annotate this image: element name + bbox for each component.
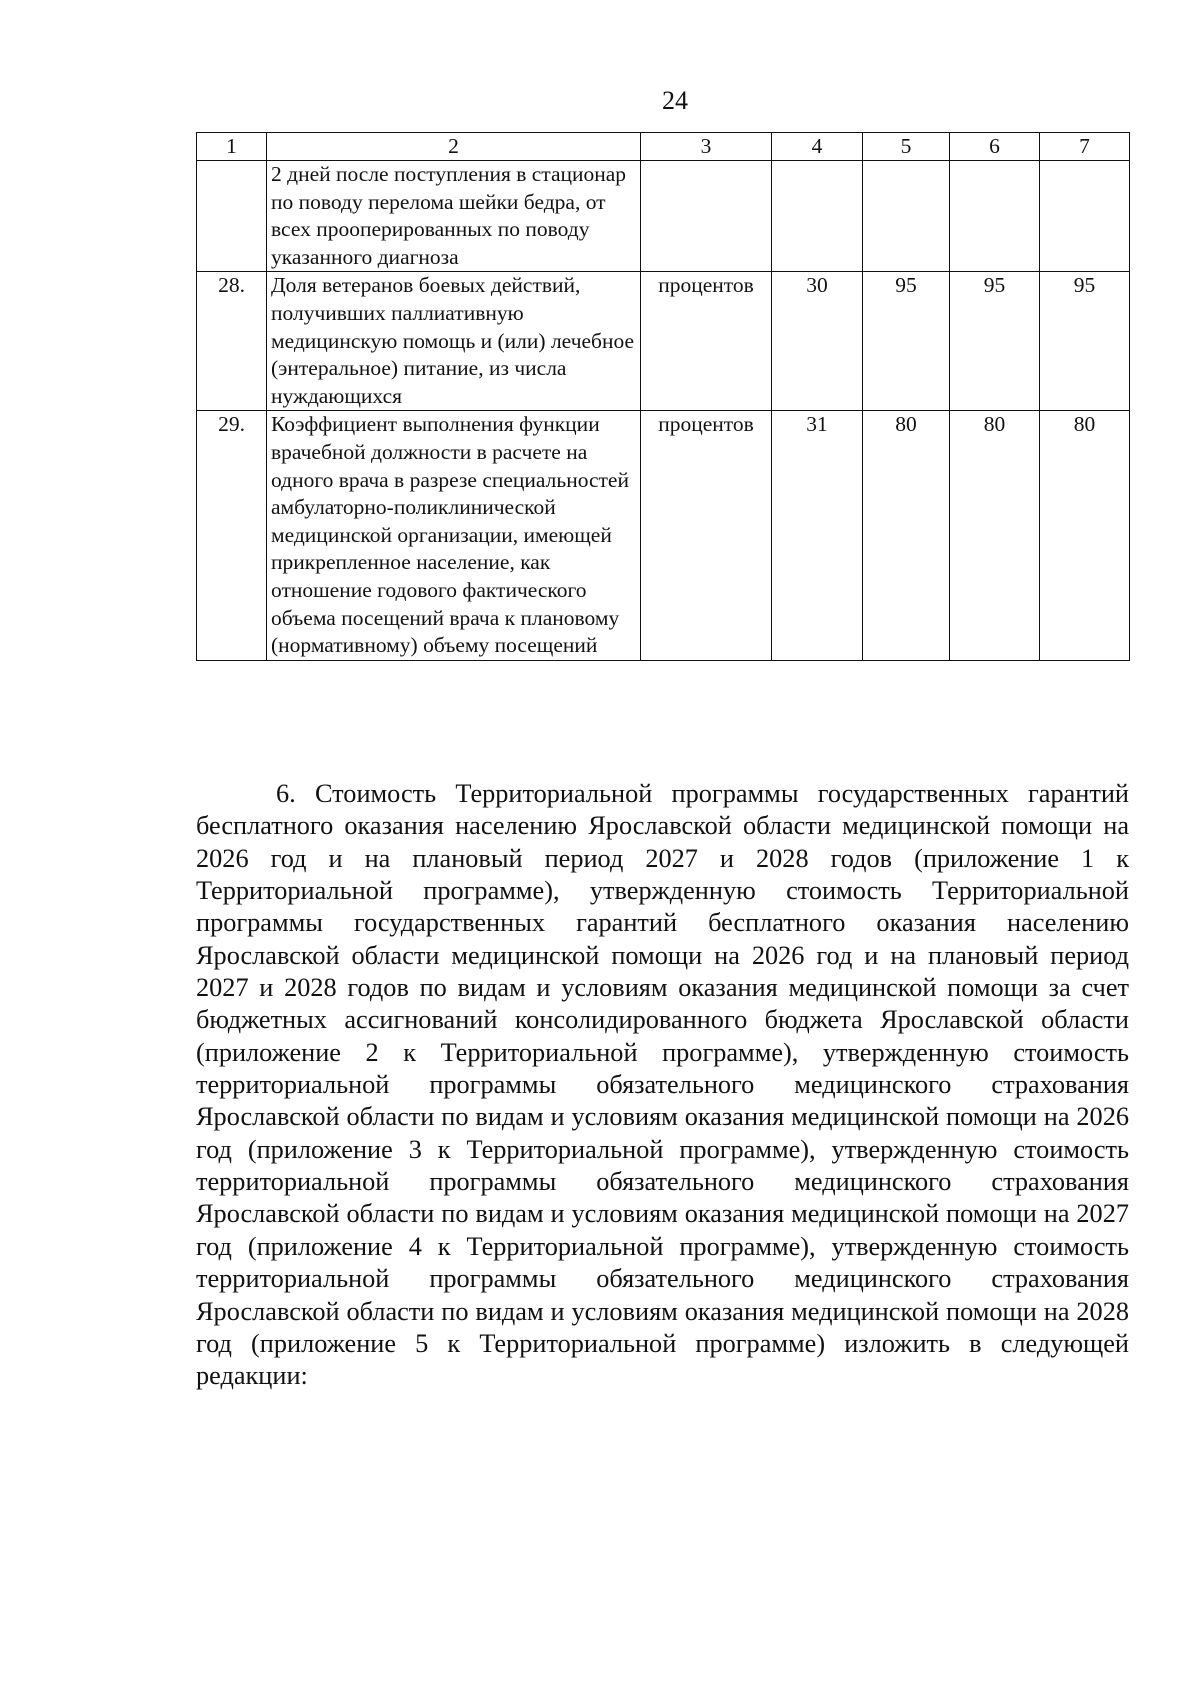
column-header: 4 (772, 133, 863, 161)
unit-cell (641, 161, 772, 272)
value-cell: 80 (1040, 411, 1130, 660)
value-cell: 95 (863, 272, 950, 411)
column-header: 7 (1040, 133, 1130, 161)
value-cell: 31 (772, 411, 863, 660)
value-cell: 30 (772, 272, 863, 411)
page-number: 24 (662, 86, 688, 115)
indicators-table (196, 132, 1130, 661)
value-cell: 80 (863, 411, 950, 660)
value-cell: 95 (1040, 272, 1130, 411)
unit-cell: процентов (641, 272, 772, 411)
column-header: 2 (267, 133, 641, 161)
value-cell (950, 161, 1040, 272)
row-number (197, 161, 267, 272)
value-cell (772, 161, 863, 272)
table-row (197, 272, 1130, 411)
table-row (197, 161, 1130, 272)
indicator-name: 2 дней после поступления в стационар по поводу перелома шейки бедра, от всех прооперированных по поводу указанного диагноза (267, 161, 641, 272)
row-number: 29. (197, 411, 267, 660)
table-row (197, 411, 1130, 660)
body-paragraph: 6. Стоимость Территориальной программы государственных гарантий бесплатного оказания населению Ярославской области медицинской помощи на 2026 год и на плановый период 2027 и 2028 годов (приложение 1 к Территориальной программе), утвержденную стоимость Территориальной программы государственных гарантий бесплатного оказания населению Ярославской области медицинской помощи на 2026 год и на плановый период 2027 и 2028 годов по видам и условиям оказания медицинской помощи за счет бюджетных ассигнований консолидированного бюджета Ярославской области (приложение 2 к Территориальной программе), утвержденную стоимость территориальной программы обязательного медицинского страхования Ярославской области по видам и условиям оказания медицинской помощи на 2026 год (приложение 3 к Территориальной программе), утвержденную стоимость территориальной программы обязательного медицинского страхования Ярославской области по видам и условиям оказания медицинской помощи на 2027 год (приложение 4 к Территориальной программе), утвержденную стоимость территориальной программы обязательного медицинского страхования Ярославской области по видам и условиям оказания медицинской помощи на 2028 год (приложение 5 к Территориальной программе) изложить в следующей редакции: (196, 779, 1129, 1391)
indicator-name: Доля ветеранов боевых действий, получивших паллиативную медицинскую помощь и (или) лечебное (энтеральное) питание, из числа нуждающихся (267, 272, 641, 411)
value-cell: 80 (950, 411, 1040, 660)
value-cell (863, 161, 950, 272)
column-header: 5 (863, 133, 950, 161)
column-header: 3 (641, 133, 772, 161)
value-cell (1040, 161, 1130, 272)
value-cell: 95 (950, 272, 1040, 411)
column-header: 1 (197, 133, 267, 161)
table-header-row (197, 133, 1130, 161)
row-number: 28. (197, 272, 267, 411)
indicator-name: Коэффициент выполнения функции врачебной должности в расчете на одного врача в разрезе специальностей амбулаторно-поликлинической медицинской организации, имеющей прикрепленное население, как отношение годового фактического объема посещений врача к плановому (нормативному) объему посещений (267, 411, 641, 660)
unit-cell: процентов (641, 411, 772, 660)
column-header: 6 (950, 133, 1040, 161)
